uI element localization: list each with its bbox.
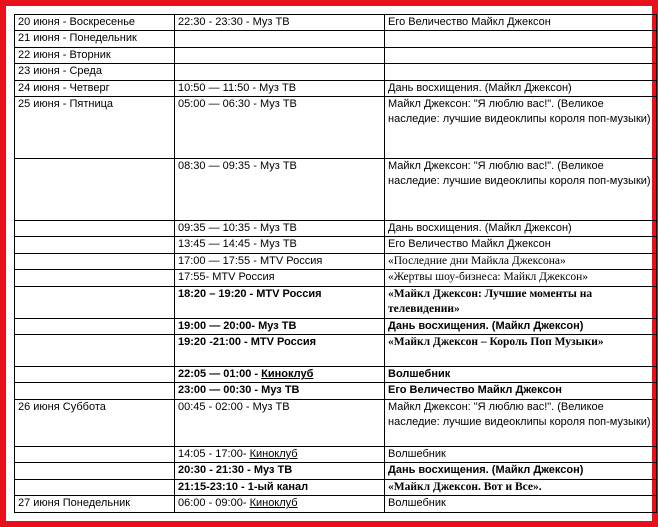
table-row — [15, 159, 657, 221]
table-row — [15, 383, 657, 399]
table-row — [15, 270, 657, 286]
time-cell: 13:45 — 14:45 - Муз ТВ — [175, 237, 385, 253]
program-cell: Дань восхищения. (Майкл Джексон) — [385, 221, 657, 237]
program-cell: «Майкл Джексон: Лучшие моменты на телевидении» — [385, 286, 657, 318]
table-row — [15, 64, 657, 80]
table-row — [15, 367, 657, 383]
table-row — [15, 47, 657, 63]
program-cell: «Жертвы шоу-бизнеса: Майкл Джексон» — [385, 270, 657, 286]
day-cell — [15, 479, 175, 495]
program-cell: Дань восхищения. (Майкл Джексон) — [385, 80, 657, 96]
program-cell: Волшебник — [385, 367, 657, 383]
table-row — [15, 496, 657, 512]
time-cell: 17:00 — 17:55 - MTV Россия — [175, 253, 385, 269]
program-cell: Дань восхищения. (Майкл Джексон) — [385, 318, 657, 334]
program-cell: Его Величество Майкл Джексон — [385, 237, 657, 253]
program-cell — [385, 31, 657, 47]
table-row — [15, 399, 657, 446]
program-cell: Майкл Джексон: "Я люблю вас!". (Великое наследие: лучшие видеоклипы короля поп-музыки) — [385, 399, 657, 446]
program-cell: «Последние дни Майкла Джексона» — [385, 253, 657, 269]
day-cell — [15, 318, 175, 334]
table-row — [15, 335, 657, 367]
program-cell: Его Величество Майкл Джексон — [385, 383, 657, 399]
day-cell — [15, 335, 175, 367]
day-cell: 22 июня - Вторник — [15, 47, 175, 63]
day-cell: 24 июня - Четверг — [15, 80, 175, 96]
day-cell — [15, 159, 175, 221]
table-row — [15, 221, 657, 237]
time-cell: 05:00 — 06:30 - Муз ТВ — [175, 97, 385, 159]
table-row — [15, 15, 657, 31]
time-cell: 22:30 - 23:30 - Муз ТВ — [175, 15, 385, 31]
day-cell — [15, 367, 175, 383]
day-cell: 25 июня - Пятница — [15, 97, 175, 159]
day-cell — [15, 237, 175, 253]
day-cell: 26 июня Суббота — [15, 399, 175, 446]
day-cell — [15, 383, 175, 399]
time-cell: 14:05 - 17:00- Киноклуб — [175, 446, 385, 462]
day-cell — [15, 446, 175, 462]
day-cell: 21 июня - Понедельник — [15, 31, 175, 47]
day-cell: 27 июня Понедельник — [15, 496, 175, 512]
table-row — [15, 318, 657, 334]
time-cell: 23:00 — 00:30 - Муз ТВ — [175, 383, 385, 399]
day-cell — [15, 286, 175, 318]
program-cell — [385, 47, 657, 63]
table-row — [15, 463, 657, 479]
program-cell — [385, 64, 657, 80]
time-cell: 08:30 — 09:35 - Муз ТВ — [175, 159, 385, 221]
program-cell: Дань восхищения. (Майкл Джексон) — [385, 463, 657, 479]
time-cell: 19:00 — 20:00- Муз ТВ — [175, 318, 385, 334]
time-cell: 00:45 - 02:00 - Муз ТВ — [175, 399, 385, 446]
table-row — [15, 286, 657, 318]
program-cell: Майкл Джексон: "Я люблю вас!". (Великое наследие: лучшие видеоклипы короля поп-музыки) — [385, 159, 657, 221]
day-cell — [15, 253, 175, 269]
program-cell: «Майкл Джексон. Вот и Все». — [385, 479, 657, 495]
program-cell: Волшебник — [385, 446, 657, 462]
table-row — [15, 97, 657, 159]
table-row — [15, 80, 657, 96]
table-row — [15, 237, 657, 253]
kinoklub-link[interactable]: Киноклуб — [261, 368, 314, 381]
time-cell: 21:15-23:10 - 1-ый канал — [175, 479, 385, 495]
day-cell: 20 июня - Воскресенье — [15, 15, 175, 31]
kinoklub-link[interactable]: Киноклуб — [249, 497, 298, 510]
time-cell — [175, 31, 385, 47]
schedule-table — [14, 14, 657, 513]
time-cell — [175, 47, 385, 63]
day-cell — [15, 463, 175, 479]
table-row — [15, 253, 657, 269]
day-cell — [15, 221, 175, 237]
day-cell — [15, 270, 175, 286]
program-cell: Волшебник — [385, 496, 657, 512]
time-cell — [175, 64, 385, 80]
time-cell: 09:35 — 10:35 - Муз ТВ — [175, 221, 385, 237]
time-cell: 06:00 - 09:00- Киноклуб — [175, 496, 385, 512]
time-cell: 18:20 – 19:20 - MTV Россия — [175, 286, 385, 318]
time-cell: 17:55- MTV Россия — [175, 270, 385, 286]
table-row — [15, 479, 657, 495]
program-cell: Майкл Джексон: "Я люблю вас!". (Великое наследие: лучшие видеоклипы короля поп-музыки) — [385, 97, 657, 159]
kinoklub-link[interactable]: Киноклуб — [249, 447, 298, 460]
day-cell: 23 июня - Среда — [15, 64, 175, 80]
time-cell: 19:20 -21:00 - MTV Россия — [175, 335, 385, 367]
table-row — [15, 446, 657, 462]
time-cell: 20:30 - 21:30 - Муз ТВ — [175, 463, 385, 479]
time-cell: 22:05 — 01:00 - Киноклуб — [175, 367, 385, 383]
table-row — [15, 31, 657, 47]
program-cell: Его Величество Майкл Джексон — [385, 15, 657, 31]
time-cell: 10:50 — 11:50 - Муз ТВ — [175, 80, 385, 96]
program-cell: «Майкл Джексон – Король Поп Музыки» — [385, 335, 657, 367]
